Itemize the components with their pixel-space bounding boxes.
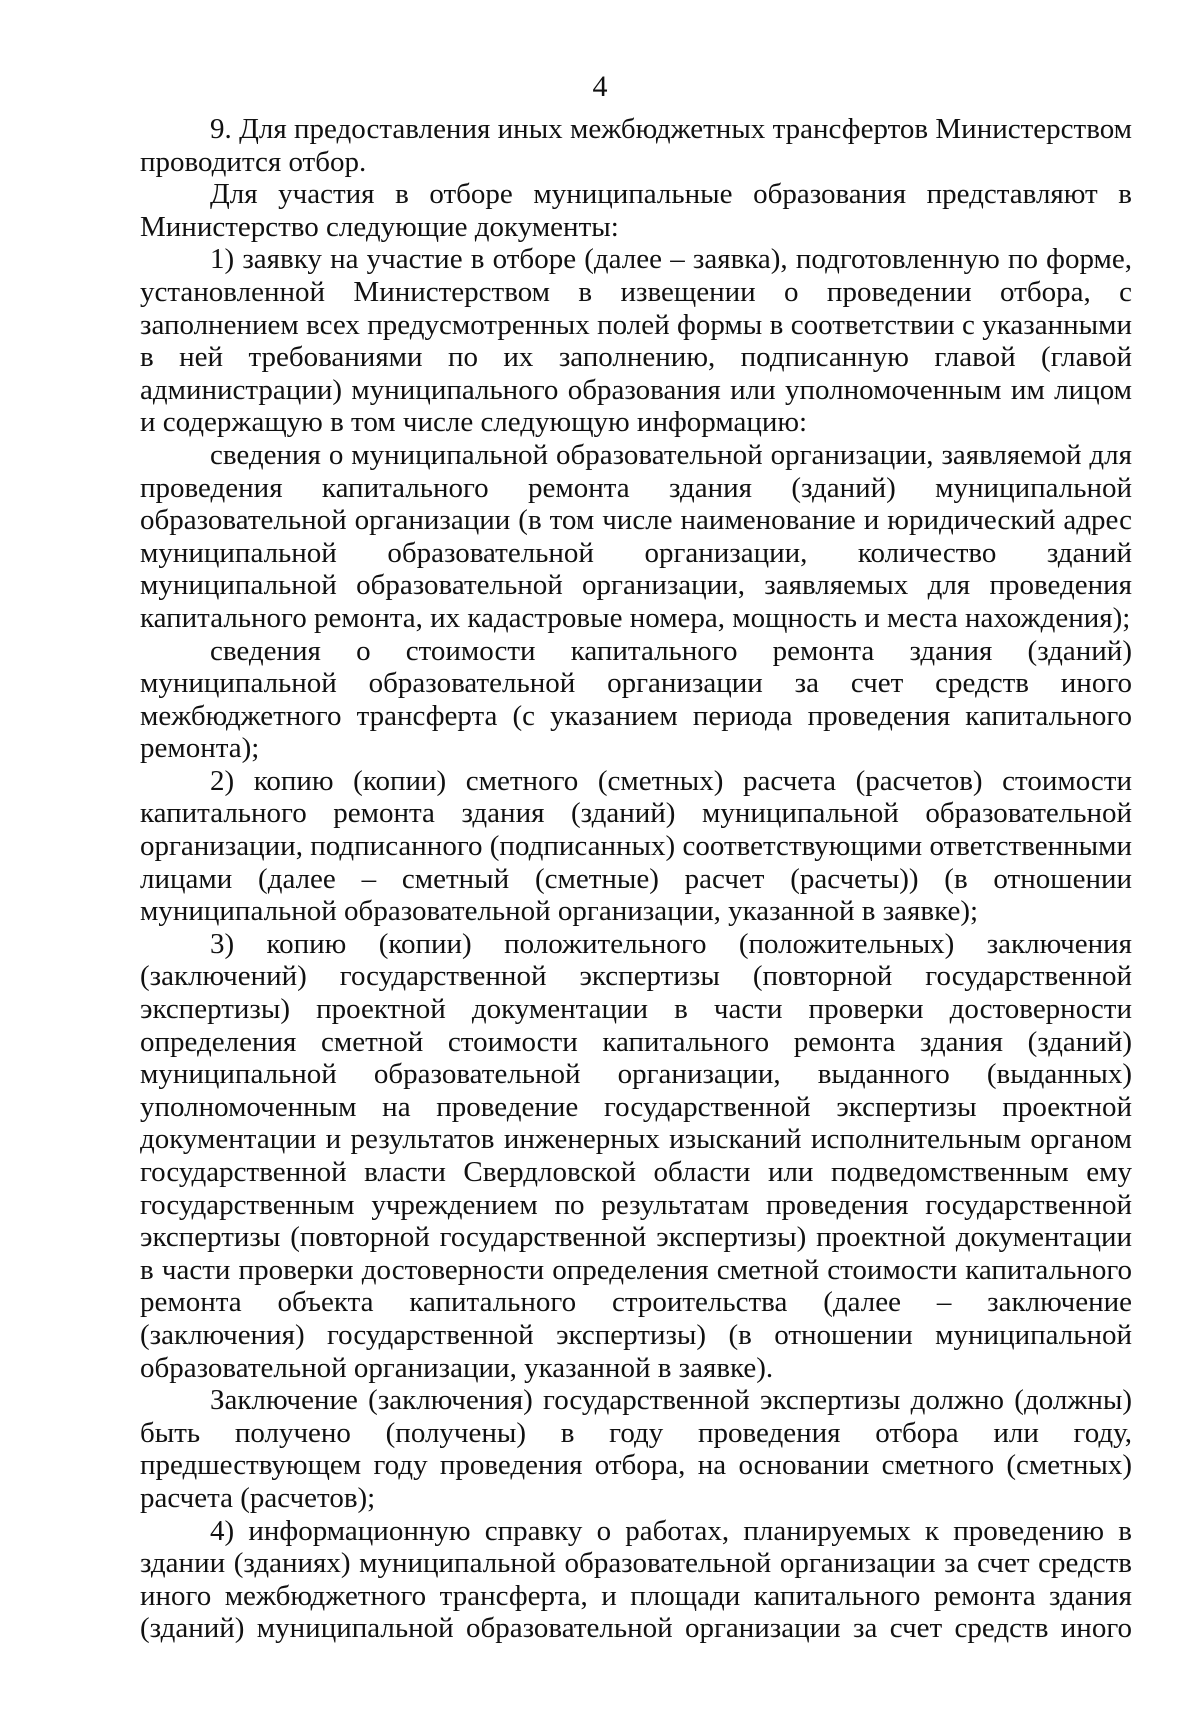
paragraph-subitem-3-expertise: 3) копию (копии) положительного (положительных) заключения (заключений) государственной экспертизы (повторной государственной экспертизы) проектной документации в части проверки достоверности определения сметной стоимости капитального ремонта здания (зданий) муниципальной образовательной организации, выданного (выданных) уполномоченным на проведение государственной экспертизы проектной документации и результатов инженерных изысканий исполнительным органом государственной власти Свердловской области или подведомственным ему государственным учреждением по результатам проведения государственной экспертизы (повторной государственной экспертизы) проектной документации в части проверки достоверности определения сметной стоимости капитального ремонта объекта капитального строительства (далее – заключение (заключения) государственной экспертизы) (в отношении муниципальной образовательной организации, указанной в заявке).: [140, 927, 1132, 1384]
paragraph-selection-participation: Для участия в отборе муниципальные образования представляют в Министерство следующие документы:: [140, 178, 1132, 243]
paragraph-subitem-1-application: 1) заявку на участие в отборе (далее – заявка), подготовленную по форме, установленной Министерством в извещении о проведении отбора, с заполнением всех предусмотренных полей формы в соответствии с указанными в ней требованиями по их заполнению, подписанную главой (главой администрации) муниципального образования или уполномоченным им лицом и содержащую в том числе следующую информацию:: [140, 243, 1132, 439]
paragraph-expertise-conclusion: Заключение (заключения) государственной экспертизы должно (должны) быть получено (получены) в году проведения отбора или году, предшествующем году проведения отбора, на основании сметного (сметных) расчета (расчетов);: [140, 1384, 1132, 1514]
paragraph-organization-info: сведения о муниципальной образовательной организации, заявляемой для проведения капитального ремонта здания (зданий) муниципальной образовательной организации (в том числе наименование и юридический адрес муниципальной образовательной организации, количество зданий муниципальной образовательной организации, заявляемых для проведения капитального ремонта, их кадастровые номера, мощность и места нахождения);: [140, 438, 1132, 634]
paragraph-item-9: 9. Для предоставления иных межбюджетных трансфертов Министерством проводится отбор.: [140, 113, 1132, 178]
page-number: 4: [592, 70, 608, 103]
paragraph-subitem-2-estimates: 2) копию (копии) сметного (сметных) расчета (расчетов) стоимости капитального ремонта здания (зданий) муниципальной образовательной организации, подписанного (подписанных) соответствующими ответственными лицами (далее – сметный (сметные) расчет (расчеты)) (в отношении муниципальной образовательной организации, указанной в заявке);: [140, 764, 1132, 928]
paragraph-subitem-4-reference: 4) информационную справку о работах, планируемых к проведению в здании (зданиях) муниципальной образовательной организации за счет средств иного межбюджетного трансферта, и площади капитального ремонта здания (зданий) муниципальной образовательной организации за счет средств иного: [140, 1514, 1132, 1645]
document-body: [140, 113, 1132, 1645]
paragraph-cost-info: сведения о стоимости капитального ремонта здания (зданий) муниципальной образовательной организации за счет средств иного межбюджетного трансферта (с указанием периода проведения капитального ремонта);: [140, 634, 1132, 765]
